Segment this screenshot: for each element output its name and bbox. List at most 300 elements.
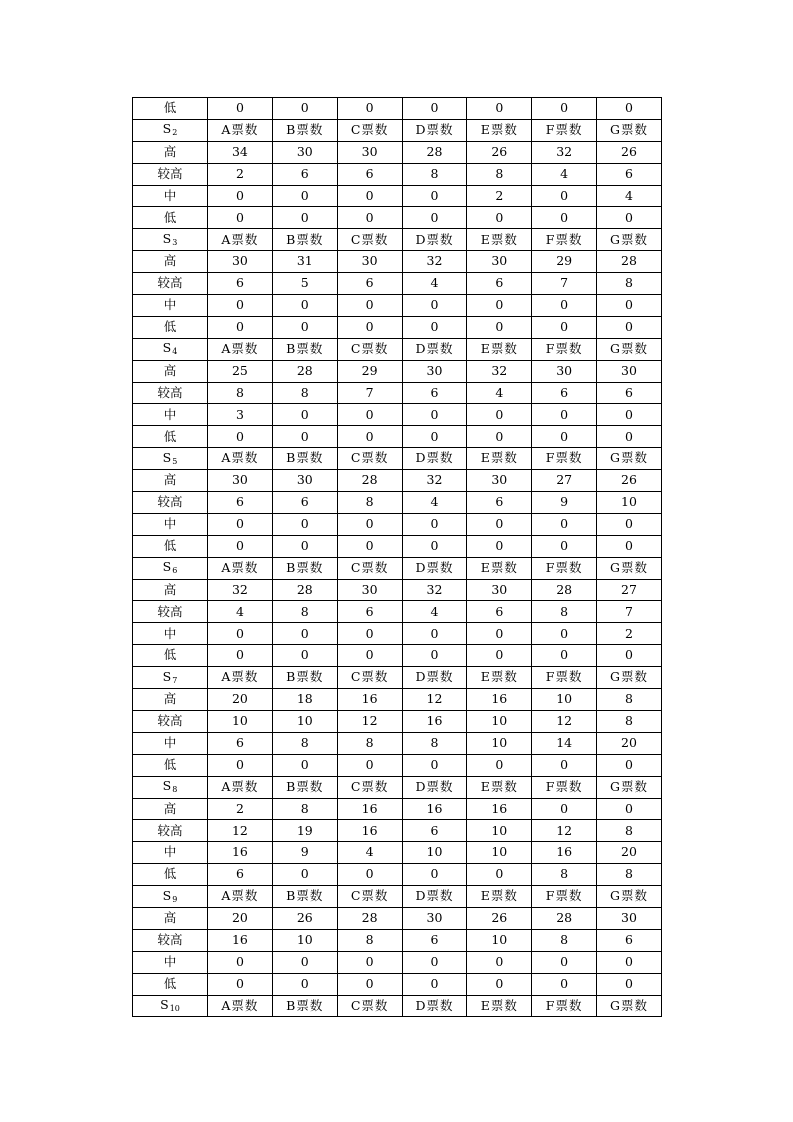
vote-count-cell: 0: [597, 426, 662, 448]
vote-count-cell: 10: [467, 820, 532, 842]
vote-count-cell: 34: [208, 141, 273, 163]
vote-count-cell: 4: [467, 382, 532, 404]
vote-count-cell: 0: [467, 207, 532, 229]
vote-count-cell: 6: [337, 163, 402, 185]
group-header-row: [133, 995, 662, 1017]
table-row: [133, 907, 662, 929]
vote-count-cell: 9: [272, 842, 337, 864]
vote-count-cell: 10: [208, 710, 273, 732]
level-label-cell: 较高: [133, 382, 208, 404]
vote-count-cell: 0: [402, 645, 467, 667]
vote-count-cell: 8: [272, 798, 337, 820]
vote-count-cell: 0: [272, 864, 337, 886]
table-row: [133, 951, 662, 973]
vote-count-cell: 30: [337, 141, 402, 163]
vote-count-cell: 14: [532, 732, 597, 754]
vote-count-cell: 10: [467, 842, 532, 864]
table-row: [133, 710, 662, 732]
vote-count-cell: 16: [208, 842, 273, 864]
vote-count-cell: 0: [337, 185, 402, 207]
table-row: [133, 623, 662, 645]
vote-count-cell: 16: [208, 929, 273, 951]
vote-count-cell: 6: [208, 492, 273, 514]
vote-count-cell: 0: [532, 623, 597, 645]
column-header-cell: D票数: [402, 776, 467, 798]
vote-count-cell: 0: [402, 513, 467, 535]
vote-count-cell: 12: [208, 820, 273, 842]
vote-count-cell: 0: [467, 754, 532, 776]
column-header-cell: F票数: [532, 338, 597, 360]
vote-count-cell: 0: [402, 404, 467, 426]
vote-count-cell: 20: [208, 689, 273, 711]
vote-count-cell: 0: [467, 513, 532, 535]
level-label-cell: 中: [133, 513, 208, 535]
vote-count-cell: 26: [597, 470, 662, 492]
vote-count-cell: 8: [402, 163, 467, 185]
vote-count-cell: 6: [272, 163, 337, 185]
vote-count-cell: 0: [208, 98, 273, 120]
group-header-row: [133, 448, 662, 470]
group-label-main: S: [162, 449, 172, 465]
vote-count-cell: 10: [272, 929, 337, 951]
column-header-cell: B票数: [272, 667, 337, 689]
vote-count-cell: 12: [402, 689, 467, 711]
group-header-row: [133, 338, 662, 360]
vote-count-cell: 7: [337, 382, 402, 404]
vote-count-cell: 0: [597, 295, 662, 317]
vote-count-cell: 0: [467, 404, 532, 426]
vote-count-cell: 0: [467, 645, 532, 667]
table-row: [133, 404, 662, 426]
vote-count-cell: 0: [597, 404, 662, 426]
vote-count-cell: 6: [402, 382, 467, 404]
level-label-cell: 较高: [133, 710, 208, 732]
column-header-cell: D票数: [402, 119, 467, 141]
vote-count-cell: 27: [597, 579, 662, 601]
vote-count-cell: 28: [597, 251, 662, 273]
column-header-cell: E票数: [467, 338, 532, 360]
vote-count-cell: 0: [532, 645, 597, 667]
table-row: [133, 295, 662, 317]
group-label-cell: [133, 338, 208, 360]
level-label-cell: 低: [133, 645, 208, 667]
vote-count-cell: 16: [337, 689, 402, 711]
vote-count-cell: 8: [402, 732, 467, 754]
column-header-cell: C票数: [337, 448, 402, 470]
vote-count-cell: 8: [272, 732, 337, 754]
vote-count-cell: 3: [208, 404, 273, 426]
column-header-cell: B票数: [272, 119, 337, 141]
vote-count-cell: 0: [208, 513, 273, 535]
vote-count-cell: 0: [272, 951, 337, 973]
vote-count-cell: 0: [208, 623, 273, 645]
vote-count-cell: 30: [272, 141, 337, 163]
vote-count-cell: 16: [467, 689, 532, 711]
column-header-cell: B票数: [272, 448, 337, 470]
vote-count-cell: 6: [467, 601, 532, 623]
column-header-cell: D票数: [402, 667, 467, 689]
vote-count-cell: 0: [532, 973, 597, 995]
column-header-cell: A票数: [208, 776, 273, 798]
vote-count-cell: 0: [597, 513, 662, 535]
vote-count-cell: 30: [467, 579, 532, 601]
vote-count-cell: 26: [467, 141, 532, 163]
column-header-cell: G票数: [597, 557, 662, 579]
vote-count-cell: 4: [402, 492, 467, 514]
vote-count-cell: 30: [597, 907, 662, 929]
vote-count-cell: 8: [532, 601, 597, 623]
vote-count-cell: 0: [402, 951, 467, 973]
vote-count-cell: 6: [208, 273, 273, 295]
table-row: [133, 141, 662, 163]
vote-count-cell: 0: [402, 426, 467, 448]
vote-count-cell: 0: [597, 316, 662, 338]
vote-count-cell: 4: [402, 273, 467, 295]
vote-count-cell: 0: [402, 535, 467, 557]
level-label-cell: 低: [133, 973, 208, 995]
vote-count-cell: 10: [532, 689, 597, 711]
column-header-cell: E票数: [467, 776, 532, 798]
vote-count-cell: 30: [402, 907, 467, 929]
vote-count-cell: 0: [337, 645, 402, 667]
group-header-row: [133, 886, 662, 908]
group-label-main: S: [162, 340, 172, 356]
group-label-cell: [133, 886, 208, 908]
column-header-cell: A票数: [208, 119, 273, 141]
vote-count-cell: 0: [337, 207, 402, 229]
vote-count-cell: 8: [272, 601, 337, 623]
group-label-subscript: 5: [172, 456, 178, 466]
vote-count-cell: 0: [208, 185, 273, 207]
vote-count-cell: 0: [402, 623, 467, 645]
column-header-cell: C票数: [337, 119, 402, 141]
vote-count-cell: 0: [402, 98, 467, 120]
vote-count-cell: 0: [337, 864, 402, 886]
vote-count-cell: 0: [532, 513, 597, 535]
vote-count-cell: 16: [337, 820, 402, 842]
vote-count-cell: 6: [402, 929, 467, 951]
column-header-cell: E票数: [467, 119, 532, 141]
vote-count-cell: 6: [272, 492, 337, 514]
vote-count-cell: 8: [208, 382, 273, 404]
level-label-cell: 较高: [133, 601, 208, 623]
column-header-cell: C票数: [337, 557, 402, 579]
column-header-cell: A票数: [208, 557, 273, 579]
vote-count-cell: 10: [272, 710, 337, 732]
vote-count-cell: 30: [337, 579, 402, 601]
column-header-cell: F票数: [532, 776, 597, 798]
level-label-cell: 低: [133, 864, 208, 886]
level-label-cell: 较高: [133, 273, 208, 295]
level-label-cell: 中: [133, 732, 208, 754]
table-row: [133, 601, 662, 623]
vote-count-cell: 0: [532, 798, 597, 820]
vote-count-cell: 0: [208, 973, 273, 995]
column-header-cell: B票数: [272, 995, 337, 1017]
group-label-main: S: [162, 668, 172, 684]
column-header-cell: G票数: [597, 119, 662, 141]
vote-count-cell: 28: [337, 470, 402, 492]
table-row: [133, 732, 662, 754]
vote-count-cell: 0: [337, 973, 402, 995]
vote-count-cell: 8: [467, 163, 532, 185]
column-header-cell: F票数: [532, 886, 597, 908]
table-row: [133, 382, 662, 404]
vote-count-cell: 0: [467, 623, 532, 645]
vote-count-cell: 28: [402, 141, 467, 163]
vote-count-cell: 2: [467, 185, 532, 207]
column-header-cell: G票数: [597, 995, 662, 1017]
vote-count-cell: 19: [272, 820, 337, 842]
level-label-cell: 高: [133, 141, 208, 163]
vote-count-cell: 0: [272, 535, 337, 557]
vote-count-cell: 0: [208, 207, 273, 229]
vote-count-cell: 0: [272, 295, 337, 317]
vote-count-cell: 4: [337, 842, 402, 864]
vote-count-cell: 30: [337, 251, 402, 273]
level-label-cell: 中: [133, 185, 208, 207]
column-header-cell: C票数: [337, 229, 402, 251]
vote-count-cell: 0: [402, 973, 467, 995]
vote-count-cell: 0: [337, 404, 402, 426]
group-label-subscript: 8: [172, 785, 178, 795]
vote-count-cell: 6: [597, 382, 662, 404]
level-label-cell: 中: [133, 404, 208, 426]
column-header-cell: C票数: [337, 338, 402, 360]
column-header-cell: G票数: [597, 448, 662, 470]
vote-count-cell: 26: [272, 907, 337, 929]
table-row: [133, 842, 662, 864]
column-header-cell: F票数: [532, 667, 597, 689]
level-label-cell: 低: [133, 207, 208, 229]
vote-count-cell: 0: [208, 295, 273, 317]
vote-count-cell: 0: [402, 207, 467, 229]
vote-count-cell: 0: [532, 535, 597, 557]
vote-count-cell: 0: [208, 426, 273, 448]
vote-count-cell: 32: [208, 579, 273, 601]
vote-count-cell: 0: [272, 623, 337, 645]
group-label-subscript: 6: [172, 566, 178, 576]
group-label-subscript: 4: [172, 347, 178, 357]
column-header-cell: A票数: [208, 995, 273, 1017]
level-label-cell: 高: [133, 579, 208, 601]
table-row: [133, 185, 662, 207]
table-row: [133, 535, 662, 557]
vote-count-cell: 29: [337, 360, 402, 382]
group-label-main: S: [162, 887, 172, 903]
vote-count-cell: 0: [337, 426, 402, 448]
vote-count-cell: 0: [272, 207, 337, 229]
vote-count-cell: 0: [532, 404, 597, 426]
vote-count-cell: 12: [532, 820, 597, 842]
table-row: [133, 820, 662, 842]
group-header-row: [133, 229, 662, 251]
vote-count-cell: 12: [532, 710, 597, 732]
vote-count-cell: 8: [597, 710, 662, 732]
vote-count-cell: 0: [208, 754, 273, 776]
vote-count-cell: 9: [532, 492, 597, 514]
vote-count-cell: 0: [208, 316, 273, 338]
group-label-cell: [133, 995, 208, 1017]
vote-count-cell: 0: [337, 316, 402, 338]
level-label-cell: 高: [133, 251, 208, 273]
table-row: [133, 754, 662, 776]
vote-count-cell: 0: [467, 316, 532, 338]
vote-count-cell: 6: [467, 492, 532, 514]
vote-count-cell: 0: [272, 645, 337, 667]
vote-count-cell: 6: [208, 864, 273, 886]
vote-count-cell: 30: [532, 360, 597, 382]
column-header-cell: E票数: [467, 995, 532, 1017]
group-label-main: S: [162, 559, 172, 575]
level-label-cell: 高: [133, 360, 208, 382]
level-label-cell: 较高: [133, 929, 208, 951]
vote-count-cell: 32: [532, 141, 597, 163]
vote-count-cell: 26: [597, 141, 662, 163]
vote-count-cell: 0: [272, 316, 337, 338]
vote-count-cell: 30: [402, 360, 467, 382]
vote-count-cell: 16: [402, 798, 467, 820]
vote-count-cell: 20: [208, 907, 273, 929]
column-header-cell: E票数: [467, 229, 532, 251]
vote-count-cell: 0: [597, 951, 662, 973]
vote-count-cell: 6: [337, 601, 402, 623]
vote-count-cell: 2: [208, 798, 273, 820]
vote-count-cell: 7: [597, 601, 662, 623]
table-row: [133, 645, 662, 667]
vote-count-cell: 7: [532, 273, 597, 295]
table-row: [133, 579, 662, 601]
vote-count-cell: 0: [467, 98, 532, 120]
column-header-cell: D票数: [402, 448, 467, 470]
vote-count-cell: 10: [402, 842, 467, 864]
vote-count-cell: 0: [597, 207, 662, 229]
level-label-cell: 中: [133, 951, 208, 973]
level-label-cell: 高: [133, 907, 208, 929]
column-header-cell: A票数: [208, 229, 273, 251]
column-header-cell: C票数: [337, 886, 402, 908]
vote-count-cell: 0: [467, 973, 532, 995]
table-row: [133, 470, 662, 492]
table-row: [133, 273, 662, 295]
vote-count-cell: 30: [467, 470, 532, 492]
vote-count-cell: 26: [467, 907, 532, 929]
group-label-subscript: 3: [172, 237, 178, 247]
column-header-cell: G票数: [597, 886, 662, 908]
vote-count-cell: 28: [272, 360, 337, 382]
column-header-cell: F票数: [532, 448, 597, 470]
group-label-subscript: 9: [172, 894, 178, 904]
vote-count-cell: 4: [532, 163, 597, 185]
column-header-cell: D票数: [402, 995, 467, 1017]
column-header-cell: A票数: [208, 448, 273, 470]
table-row: [133, 798, 662, 820]
vote-count-cell: 0: [402, 295, 467, 317]
vote-count-cell: 10: [467, 929, 532, 951]
vote-count-cell: 6: [337, 273, 402, 295]
vote-count-cell: 0: [597, 798, 662, 820]
vote-count-cell: 32: [402, 251, 467, 273]
vote-count-cell: 28: [532, 579, 597, 601]
level-label-cell: 中: [133, 295, 208, 317]
column-header-cell: C票数: [337, 667, 402, 689]
level-label-cell: 低: [133, 754, 208, 776]
vote-count-cell: 0: [467, 864, 532, 886]
group-label-cell: [133, 119, 208, 141]
vote-count-cell: 16: [532, 842, 597, 864]
column-header-cell: C票数: [337, 995, 402, 1017]
group-header-row: [133, 557, 662, 579]
vote-count-cell: 30: [208, 470, 273, 492]
group-label-main: S: [162, 121, 172, 137]
vote-count-cell: 0: [337, 623, 402, 645]
vote-count-cell: 0: [467, 535, 532, 557]
vote-count-cell: 6: [597, 163, 662, 185]
vote-count-cell: 16: [402, 710, 467, 732]
group-label-main: S: [162, 230, 172, 246]
vote-count-cell: 30: [467, 251, 532, 273]
vote-count-cell: 27: [532, 470, 597, 492]
vote-count-cell: 0: [337, 295, 402, 317]
vote-count-cell: 6: [597, 929, 662, 951]
column-header-cell: B票数: [272, 557, 337, 579]
group-label-cell: [133, 776, 208, 798]
vote-count-cell: 28: [532, 907, 597, 929]
vote-count-cell: 8: [272, 382, 337, 404]
column-header-cell: A票数: [208, 886, 273, 908]
column-header-cell: G票数: [597, 338, 662, 360]
vote-count-cell: 0: [597, 98, 662, 120]
vote-count-cell: 32: [402, 470, 467, 492]
vote-count-cell: 0: [337, 951, 402, 973]
vote-count-cell: 10: [467, 710, 532, 732]
level-label-cell: 较高: [133, 492, 208, 514]
vote-count-cell: 0: [597, 645, 662, 667]
level-label-cell: 高: [133, 689, 208, 711]
vote-count-cell: 18: [272, 689, 337, 711]
vote-count-cell: 8: [337, 492, 402, 514]
vote-count-cell: 25: [208, 360, 273, 382]
vote-count-cell: 0: [532, 426, 597, 448]
level-label-cell: 低: [133, 316, 208, 338]
level-label-cell: 低: [133, 426, 208, 448]
vote-count-cell: 8: [532, 929, 597, 951]
vote-count-cell: 12: [337, 710, 402, 732]
table-row: [133, 316, 662, 338]
vote-count-cell: 0: [597, 754, 662, 776]
table-row: [133, 492, 662, 514]
column-header-cell: D票数: [402, 886, 467, 908]
group-header-row: [133, 119, 662, 141]
level-label-cell: 中: [133, 623, 208, 645]
table-row: [133, 973, 662, 995]
vote-count-cell: 0: [402, 316, 467, 338]
level-label-cell: 低: [133, 98, 208, 120]
table-row: [133, 163, 662, 185]
vote-count-cell: 6: [467, 273, 532, 295]
column-header-cell: D票数: [402, 338, 467, 360]
group-label-subscript: 7: [172, 675, 178, 685]
vote-count-cell: 0: [272, 513, 337, 535]
vote-count-cell: 0: [532, 98, 597, 120]
level-label-cell: 高: [133, 470, 208, 492]
vote-count-cell: 20: [597, 732, 662, 754]
level-label-cell: 高: [133, 798, 208, 820]
vote-count-cell: 30: [272, 470, 337, 492]
table-row: [133, 207, 662, 229]
group-header-row: [133, 667, 662, 689]
vote-count-cell: 0: [467, 426, 532, 448]
